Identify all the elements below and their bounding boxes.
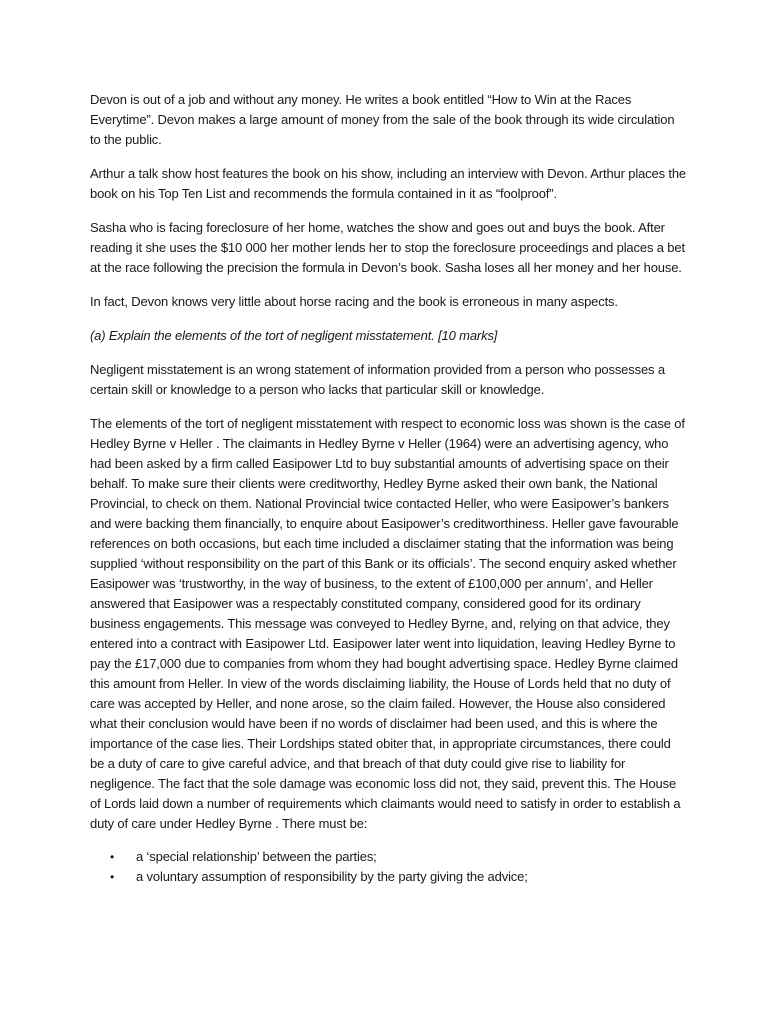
scenario-paragraph: Sasha who is facing foreclosure of her home, watches the show and goes out and buys the book. After reading it she uses the $10 000 her mother lends her to stop the foreclosure proceedings and places a bet at the race following the precision the formula in Devon’s book. Sasha loses all her money and her house. — [90, 220, 685, 275]
list-item-text: a voluntary assumption of responsibility by the party giving the advice; — [136, 869, 528, 884]
list-item-text: a ‘special relationship’ between the parties; — [136, 849, 377, 864]
bullet-icon: • — [110, 850, 115, 864]
answer-case-discussion: The elements of the tort of negligent misstatement with respect to economic loss was shown is the case of Hedley Byrne v Heller . The claimants in Hedley Byrne v Heller (1964) were an advertising agency, who had been asked by a firm called Easipower Ltd to buy substantial amounts of advertising space on their behalf. To make sure their clients were creditworthy, Hedley Byrne asked their own bank, the National Provincial, to check on them. National Provincial twice contacted Heller, who were Easipower’s bankers and were backing them financially, to enquire about Easipower’s creditworthiness. Heller gave favourable references on both occasions, but each time included a disclaimer stating that the information was being supplied ‘without responsibility on the part of this Bank or its officials’. The second enquiry asked whether Easipower was ‘trustworthy, in the way of business, to the extent of £100,000 per annum’, and Heller answered that Easipower was a respectably constituted company, considered good for its ordinary business engagements. This message was conveyed to Hedley Byrne, and, relying on that advice, they entered into a contract with Easipower Ltd. Easipower later went into liquidation, leaving Hedley Byrne to pay the £17,000 due to companies from whom they had bought advertising space. Hedley Byrne claimed this amount from Heller. In view of the words disclaiming liability, the House of Lords held that no duty of care was accepted by Heller, and none arose, so the claim failed. However, the House also considered what their conclusion would have been if no words of disclaimer had been used, and this is where the importance of the case lies. Their Lordships stated obiter that, in appropriate circumstances, there could be a duty of care to give careful advice, and that breach of that duty could give rise to liability for negligence. The fact that the sole damage was economic loss did not, they said, prevent this. The House of Lords laid down a number of requirements which claimants would need to satisfy in order to establish a duty of care under Hedley Byrne . There must be: — [90, 416, 685, 831]
scenario-paragraph: In fact, Devon knows very little about horse racing and the book is erroneous in many aspects. — [90, 294, 618, 309]
answer-definition: Negligent misstatement is an wrong statement of information provided from a person who possesses a certain skill or knowledge to a person who lacks that particular skill or knowledge. — [90, 362, 665, 397]
scenario-paragraph: Arthur a talk show host features the book on his show, including an interview with Devon. Arthur places the book on his Top Ten List and recommends the formula contained in it as “foolproof”. — [90, 166, 687, 201]
exam-question: (a) Explain the elements of the tort of negligent misstatement. [10 marks] — [90, 328, 498, 343]
scenario-paragraph: Devon is out of a job and without any money. He writes a book entitled “How to Win at the Races Everytime”. Devon makes a large amount of money from the sale of the book through its wide circulation to the public. — [90, 92, 675, 147]
list-item — [90, 867, 686, 887]
requirements-list — [90, 847, 686, 887]
bullet-icon: • — [110, 870, 115, 884]
list-item — [90, 847, 686, 867]
document-body — [90, 90, 686, 887]
